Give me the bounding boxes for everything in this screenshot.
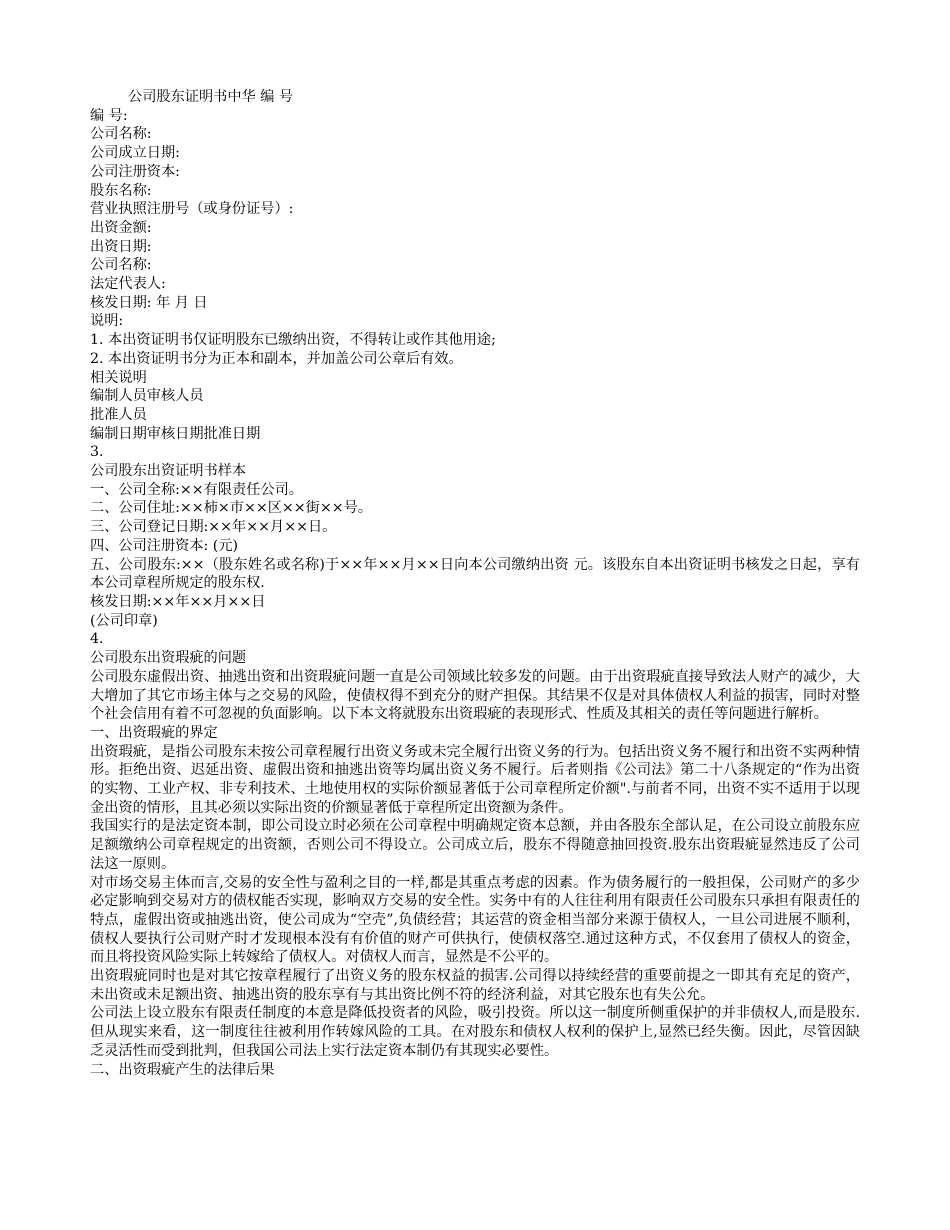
field-number: 编 号: [90,107,128,124]
section-heading-2: 二、出资瑕疵产生的法律后果 [90,1061,275,1078]
sample-item-2: 二、公司住址:××柿×市××区××街××号。 [90,500,373,517]
field-notes-heading: 说明: [90,313,124,330]
field-license-number: 营业执照注册号（或身份证号）: [90,201,294,218]
related-line: 编制日期审核日期批准日期 [90,425,261,442]
body-paragraph: 出资瑕疵，是指公司股东未按公司章程履行出资义务或未完全履行出资义务的行为。包括出资义务不履行和出资不实两种情形。拒绝出资、迟延出资、虚假出资和抽逃出资等均属出资义务不履行。后者则指《公司法》第二十八条规定的“作为出资的实物、工业产权、非专利技术、土地使用权的实际价额显著低于公司章程所定价额".与前者不同，出资不实不适用于以现金出资的情形，且其必须以实际出资的价额显著低于章程所定出资额为条件。 [90,743,860,816]
section-heading: 公司股东出资瑕疵的问题 [90,650,247,667]
note-item-2: 2. 本出资证明书分为正本和副本，并加盖公司公章后有效。 [90,350,463,367]
field-company-name: 公司名称: [90,126,152,143]
field-issue-date: 核发日期: 年 月 日 [90,294,208,311]
field-shareholder-name: 股东名称: [90,182,152,199]
field-legal-representative: 法定代表人: [90,276,166,293]
field-company-name-2: 公司名称: [90,257,152,274]
sample-item-4: 四、公司注册资本: (元) [90,537,239,554]
company-seal-text: (公司印章) [90,612,158,629]
section-number-3: 3. [90,444,104,461]
field-contribution-amount: 出资金额: [90,219,152,236]
sample-heading: 公司股东出资证明书样本 [90,463,247,480]
section-number-4: 4. [90,631,104,648]
document-body [90,88,860,1079]
document-title: 公司股东证明书中华 编 号 [128,89,294,105]
sample-issue-date: 核发日期:××年××月××日 [90,593,266,610]
field-founded-date: 公司成立日期: [90,145,180,162]
section-heading-1: 一、出资瑕疵的界定 [90,724,218,741]
body-paragraph: 我国实行的是法定资本制，即公司设立时必须在公司章程中明确规定资本总额，并由各股东全部认足，在公司设立前股东应足额缴纳公司章程规定的出资额，否则公司不得设立。公司成立后，股东不得随意抽回投资.股东出资瑕疵显然违反了公司法这一原则。 [90,818,860,872]
intro-paragraph: 公司股东虚假出资、抽逃出资和出资瑕疵问题一直是公司领域比较多发的问题。由于出资瑕疵直接导致法人财产的减少，大大增加了其它市场主体与之交易的风险，使债权得不到充分的财产担保。其结果不仅是对具体债权人利益的损害，同时对整个社会信用有着不可忽视的负面影响。以下本文将就股东出资瑕疵的表现形式、性质及其相关的责任等问题进行解析。 [90,668,860,723]
related-line: 编制人员审核人员 [90,388,204,405]
body-paragraph: 出资瑕疵同时也是对其它按章程履行了出资义务的股东权益的损害.公司得以持续经营的重要前提之一即其有充足的资产，未出资或未足额出资、抽逃出资的股东享有与其出资比例不符的经济利益，对其它股东也有失公允。 [90,968,860,1003]
note-item-1: 1. 本出资证明书仅证明股东已缴纳出资，不得转让或作其他用途; [90,332,496,349]
sample-item-1: 一、公司全称:××有限责任公司。 [90,481,303,498]
field-contribution-date: 出资日期: [90,238,152,255]
sample-item-3: 三、公司登记日期:××年××月××日。 [90,519,337,536]
body-paragraph: 公司法上设立股东有限责任制度的本意是降低投资者的风险，吸引投资。所以这一制度所侧重保护的并非债权人,而是股东.但从现实来看，这一制度往往被利用作转嫁风险的工具。在对股东和债权人权利的保护上,显然已经失衡。因此，尽管因缺乏灵活性而受到批判，但我国公司法上实行法定资本制仍有其现实必要性。 [90,1005,860,1059]
field-registered-capital: 公司注册资本: [90,163,180,180]
sample-item-5: 五、公司股东:××（股东姓名或名称)于××年××月××日向本公司缴纳出资 元。该股东自本出资证明书核发之日起，享有本公司章程所规定的股东权. [90,556,860,592]
related-heading: 相关说明 [90,369,147,386]
body-paragraph: 对市场交易主体而言,交易的安全性与盈利之目的一样,都是其重点考虑的因素。作为债务履行的一般担保，公司财产的多少必定影响到交易对方的债权能否实现，影响双方交易的安全性。实务中有的人往往利用有限责任公司股东只承担有限责任的特点，虚假出资或抽逃出资，使公司成为“空壳”,负债经营；其运营的资金相当部分来源于债权人，一旦公司进展不顺利，债权人要执行公司财产时才发现根本没有有价值的财产可供执行，使债权落空.通过这种方式，不仅套用了债权人的资金，而且将投资风险实际上转嫁给了债权人。对债权人而言，显然是不公平的。 [90,874,860,966]
related-line: 批准人员 [90,406,147,423]
